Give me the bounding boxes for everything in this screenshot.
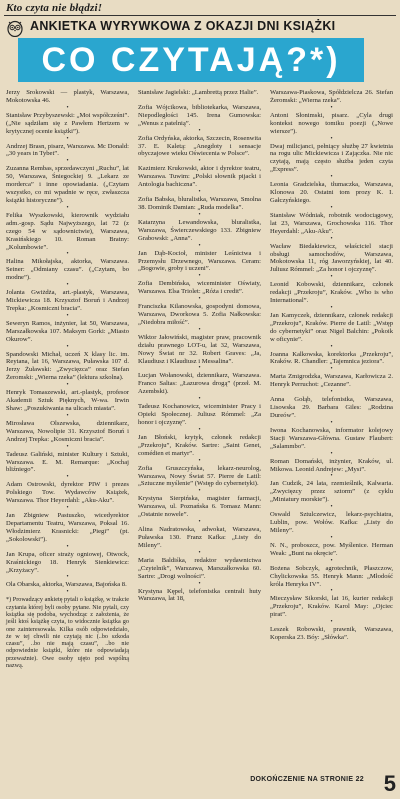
survey-entry: Tadeusz Galiński, minister Kultury i Sztuki, Warszawa. E. M. Remarque: „Kochaj bliźniego”. [6,450,129,474]
entry-separator: • [330,619,333,626]
entry-separator: • [66,251,69,258]
survey-entry: Joanna Kalkowska, korektorka „Przekroju”, Kraków. R. Chandler: „Tajemnica jeziora”. [270,350,393,366]
survey-entry: Jan Dąb-Kocioł, minister Leśnictwa i Przemysłu Drzewnego, Warszawa. Ceram: „Bogowie, groby i uczeni”. [138,249,261,273]
footnote: *) Prowadzący ankietę pytali o książkę, w trakcie czytania której byli osoby pytane. Nie pytali, czy książka się podoba, wychodząc z założenia, że jeśli ktoś książkę czyta, to widocznie książka go one zainteresowała. Kilka osób odpowiedziało, że w tej chwili nie czytają nic (..bo szkoda czasu”, ..bo nie mają czasu”, ..bo nie odpowiednie książki, które nie odpowiadają przeważnie). Owe osoby ujęto pod wspólną nazwą. [6,596,129,669]
entry-separator: • [198,296,201,303]
entry-separator: • [330,235,333,242]
entry-separator: • [66,282,69,289]
survey-entry: Krystyna Sierpińska, magister farmacji, Warszawa, ul. Poznańska 6. Tomasz Mann: „Ostatnie nowele”. [138,495,261,519]
survey-entry: Dwaj milicjanci, pełniący służbę 27 kwietnia na rogu ulic Mickiewicza i Zajączka. Nie nic czytają, mają często służba jeden czyta „Express”. [270,142,393,174]
entry-separator: • [330,174,333,181]
kicker: Kto czyta nie błądzi! [6,2,103,14]
survey-entry: Zofia Babska, bluralistka, Warszawa, Smolna 38. Dominik Damian: „Ruda modelka”. [138,196,261,211]
survey-entry: Zofia Ordyńska, aktorka, Szczecin, Rosenwita 37. E. Kaletą: „Anegdoty i sensacje obyczajowe wieku Oświecenia w Polsce”. [138,134,261,158]
entry-separator: • [66,158,69,165]
entry-separator: • [66,343,69,350]
survey-entry: Halina Mikołajska, aktorka, Warszawa. Seiner: „Odmiany czasu”. („Czytam, bo modne”). [6,258,129,282]
survey-entry: Mieczysław Sikorski, lat 16, kurier redakcji „Przekroju”, Kraków. Karol May: „Ojciec pirat”. [270,595,393,619]
entry-separator: • [198,189,201,196]
survey-entry: Wacław Biedakiewicz, właściciel stacji obsługi samochodów, Warszawa, Mokotowska 11, róg Jaworzyńskiej, lat 40. Juliusz Rómmel: „Za honor i ojczyznę”. [270,242,393,274]
entry-separator: • [330,389,333,396]
entry-separator: • [198,127,201,134]
entry-separator: • [330,104,333,111]
entry-separator: • [198,457,201,464]
entry-separator: • [198,396,201,403]
headline-subtitle: ANKIETKA WYRYWKOWA Z OKAZJI DNI KSIĄŻKI [30,19,336,33]
survey-entry: Leonia Gradzielska, tłumaczka, Warszawa, Klonowa 20. Ostatni tom prozy K. I. Gałczyńskiego. [270,181,393,204]
entry-separator: • [198,158,201,165]
entry-separator: • [198,242,201,249]
entry-separator: • [66,589,69,596]
survey-entry: Jan Błoński, krytyk, członek redakcji „Przekroju”, Kraków. Sartre: „Saint Genet, comédien et martyr”. [138,433,261,457]
survey-entry: Zofia Gruszczyńska, lekarz-neurolog, Warszawa, Nowy Świat 57. Pierre de Latil: „Sztuczne myślenie” (Wstęp do cybernetyki). [138,464,261,488]
survey-entry: Zofia Dembińska, wiceminister Oświaty, Warszawa. Elsa Triolet: „Róża i credit”. [138,280,261,296]
article-columns [6,89,394,785]
entry-separator: • [330,534,333,541]
entry-separator: • [66,505,69,512]
entry-separator: • [66,474,69,481]
survey-entry: Antoni Słonimski, pisarz. „Cyla drugi kontekst nowego tomiku poezji („Nowe wiersze”). [270,111,393,135]
entry-separator: • [330,504,333,511]
entry-separator: • [330,135,333,142]
entry-separator: • [66,204,69,211]
entry-separator: • [66,443,69,450]
entry-separator: • [330,450,333,457]
entry-separator: • [198,549,201,556]
entry-separator: • [330,274,333,281]
entry-separator: • [330,473,333,480]
survey-entry: Franciszka Kilanowska, gospodyni domowa, Warszawa, Dworkowa 5. Zofia Nałkowska: „Niedobra miłość”. [138,303,261,326]
entry-separator: • [198,326,201,333]
survey-entry: Marta Zmigrodzka, Warszawa, Karłowicza 2. Henryk Perruchot: „Cezanne”. [270,373,393,389]
survey-entry: Jan Cudzik, 24 lata, rzemieślnik, Kalwaria. „Zwycięzcy przez sztorm” (z cyklu „Miniatury morskie”). [270,480,393,504]
entry-separator: • [198,365,201,372]
survey-entry: Wiktor Jałowiński, magister praw, pracownik działu prawnego LOT-u, lat 32, Warszawa, Nowy Świat nr 32. Robert Graves: „Ja, Klaudiusz i Klaudiusz i Messalina”. [138,333,261,365]
entry-separator: • [330,557,333,564]
entry-separator: • [66,543,69,550]
survey-entry: Zuzanna Rembas, sprzedawczyni „Ruchu”, lat 50, Warszawa, Śniegockiej 9. „Lekarz ze morderca” i inne opowiadania. („Czytam wszystko, co mi wpadnie w ręce, zwłaszcza książki historyczne”). [6,165,129,204]
entry-separator: • [66,312,69,319]
survey-entry: Lucjan Wołanowski, dziennikarz, Warszawa. Franco Saltas: „Łazurowa drogą” (przeł. M. Azembski). [138,372,261,396]
survey-entry: Oswald Sztulczewicz, lekarz-psychiatra, Lublin, pow. Wołów. Kafka: „Listy do Mileny”. [270,511,393,534]
page-title: CO CZYTAJĄ?*) [41,41,341,79]
survey-entry: Krystyna Kępel, telefonistka centrali huty Warszawa, lat 18, [138,587,261,603]
survey-entry: N. N., proboszcz, pow. Myślenice. Herman Weak: „Bunt na okręcie”. [270,541,393,557]
survey-entry: Mirosława Olszewska, dziennikarz, Warszawa, Nowolipie 31. Krzysztof Boruń i Andrzej Trepka: „Kosmiczni bracia”. [6,419,129,443]
entry-separator: • [66,574,69,581]
survey-entry: Bożena Sobczyk, agrotechnik, Płaszczow, Chylickowska 55. Henryk Mann: „Młodość króla Henryka IV”. [270,564,393,588]
survey-entry: Katarzyna Lewandowska, bluralistka, Warszawa, Świerczewskiego 133. Zbigniew Grabowski: „Anna”. [138,218,261,242]
entry-separator: • [198,211,201,218]
entry-separator: • [198,273,201,280]
survey-entry: Warszawa-Piaskowa, Spółdzielcza 26. Stefan Żeromski: „Wierna rzeka”. [270,89,393,104]
entry-separator: • [198,96,201,103]
survey-entry: Andrzej Brasn, pisarz, Warszawa. Mc Donald: „30 years in Tybet”. [6,142,129,158]
survey-entry: Jerzy Srokowski — plastyk, Warszawa, Mokotowska 46. [6,89,129,104]
survey-entry: Ola Obarska, aktorka, Warszawa, Bajońska 8. [6,581,127,589]
survey-entry: Jan Krupa, oficer straży ogniowej, Otwock, Kraśnickiego 18. Henryk Sienkiewicz: „Krzyżacy”. [6,550,129,574]
entry-separator: • [330,588,333,595]
page-number: 5 [383,771,396,796]
survey-entry: Stanisław Wódniak, robotnik wodociągowy, lat 23, Warszawa, Grochowska 116. Thor Heyerdahl: „Aku-Aku”. [270,211,393,235]
survey-entry: Alina Nadratowska, adwokat, Warszawa, Puławska 130. Franz Kafka: „Listy do Mileny”. [138,526,261,549]
entry-separator: • [66,104,69,111]
survey-entry: Iwona Kochanowska, informator kolejowy Stacji Warszawa-Główna. Gustaw Flaubert: „Salammbo”. [270,426,393,450]
title-banner [18,38,364,82]
survey-entry: Stanisław Przybyszewski: „Moi współcześni”. („Nie sądziłam się z Pawłem Hertzem w krytycznej ocenie książki”). [6,111,129,135]
survey-entry: Anna Gołąb, telefonistka, Warszawa, Lisowska 29. Barbara Giles: „Rodzina Dureów”. [270,396,393,419]
survey-entry: Felika Wyszkowski, kierownik wydziału adm.-gosp. Sądu Najwyższego, lat 72 (z czego 54 w sądownictwie), Warszawa, Krasińskiego 10. Roman Bratny: „Kolumbowie”. [6,211,129,251]
survey-entry: Adam Ostrowski, dyrektor PIW i prezes Polskiego Tow. Wydawców Książek, Warszawa. Thor Heyerdahl: „Aku-Aku”. [6,481,129,505]
survey-entry: Leszek Robowski, prawnik, Warszawa, Koperska 23. Bóy: „Słówka”. [270,626,393,642]
survey-entry: Spandowski Michał, uczeń X klasy lic. im. Reytana, lat 16, Warszawa, Puławska 107 d. Jerzy Żuławski: „Zwycięzca” oraz Stefan Żeromski: „Wierna rzeka” (lektura szkolna). [6,350,129,382]
entry-separator: • [66,135,69,142]
entry-separator: • [330,304,333,311]
survey-entry: Kazimierz Krukowski, aktor i dyrektor teatru, Warszawa. Tuwim: „Polski słownik pijacki i Antologia bachiczna”. [138,165,261,189]
survey-entry: Stanisław Jagielski: „Lambrettą przez Halie”. [138,89,259,96]
survey-entry: Maria Baldiśka, redaktor wydawnictwa „Czytelnik”, Warszawa, Marszałkowska 60. Sartre: „Drogi wolności”. [138,556,261,580]
survey-entry: Tadeusz Kochanowicz, wiceminister Pracy i Opieki Społecznej. Juliusz Rómmel: „Za honor i ojczyznę”. [138,403,261,426]
entry-separator: • [330,204,333,211]
entry-separator: • [198,580,201,587]
column-2 [138,89,261,603]
survey-entry: Zofia Wójcikowa, bibliotekarka, Warszawa, Niepodległości 145. Irena Gumowska: „Wenus z patelnią”. [138,103,261,127]
continuation-note: DOKOŃCZENIE NA STRONIE 22 [250,776,364,783]
entry-separator: • [66,412,69,419]
survey-entry: Jan Kamyczek, dziennikarz, członek redakcji „Przekroju”, Kraków. Pierre de Latil: „Wstęp do cybernetyki” oraz Nigel Balchin: „Pokoik w oficynie”. [270,311,393,343]
owl-icon [5,19,25,37]
survey-entry: Henryk Tomaszewski, art.-plastyk, profesor Akademii Sztuk Pięknych, W-wa. Irwin Shaw: „Poszukiwania na ulicach miasta”. [6,389,129,412]
entry-separator: • [330,419,333,426]
entry-separator: • [198,426,201,433]
entry-separator: • [330,343,333,350]
entry-separator: • [198,488,201,495]
column-3 [270,89,393,642]
header-rule [4,15,396,16]
survey-entry: Jan Zbigniew Pastuszko, wicedyrektor Departamentu Teatru, Warszawa, Poksal 16. Włodzimierz Krasnicki: „Piegi” (pt. „Sokolowski”). [6,512,129,543]
column-1 [6,89,129,669]
survey-entry: Roman Domański, inżynier, Kraków, ul. Mikowa. Leonid Andrejew: „Mysi”. [270,457,393,473]
survey-entry: Jolanta Gwiżdża, art.-plastyk, Warszawa, Mickiewicza 18. Krzysztof Boruń i Andrzej Trepka: „Kosmiczni bracia”. [6,289,129,312]
survey-entry: Leonid Kobowski, dziennikarz, członek redakcji „Przekroju”, Kraków. „Who is who International”. [270,281,393,305]
survey-entry: Seweryn Ramos, inżynier, lat 50, Warszawa, Marszałkowska 107. Maksym Gorki: „Miasto Okurow”. [6,319,129,343]
entry-separator: • [66,382,69,389]
entry-separator: • [198,519,201,526]
entry-separator: • [330,366,333,373]
